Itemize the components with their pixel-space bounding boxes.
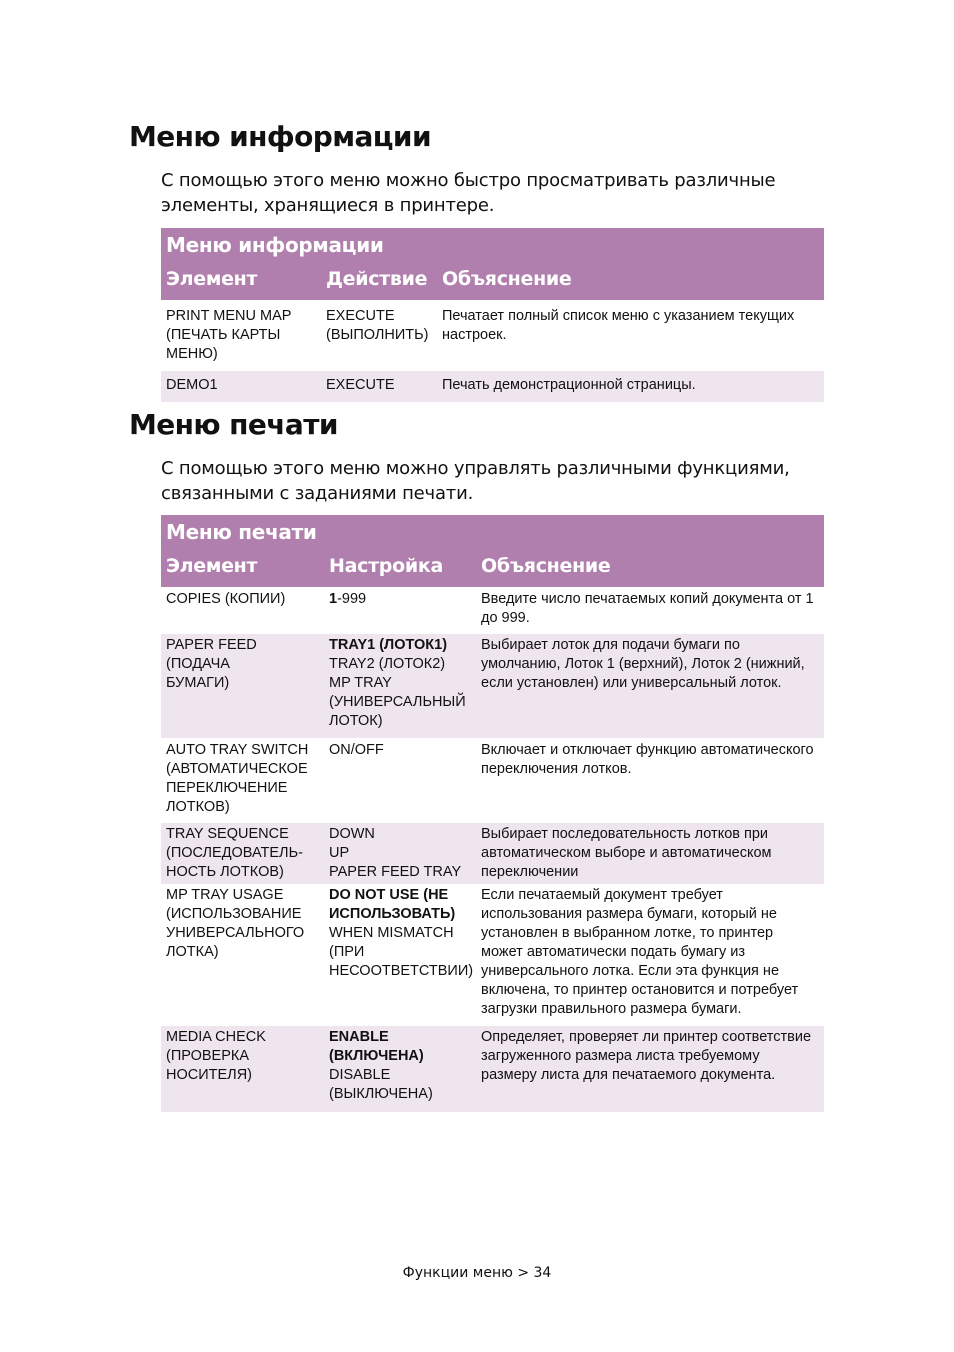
setting-text: UP: [329, 845, 350, 861]
element-text: УНИВЕРСАЛЬНОГО: [166, 925, 305, 941]
cell-action: [321, 307, 437, 364]
element-text: MEDIA CHECK: [166, 1029, 266, 1045]
info-table-title: Меню информации: [166, 233, 384, 257]
cell-action: [321, 376, 437, 395]
page-footer: Функции меню > 34: [402, 1265, 552, 1281]
print-table-title: Меню печати: [166, 520, 317, 544]
print-menu-table: [161, 515, 824, 1112]
setting-text: 1-999: [329, 591, 367, 607]
element-text: МЕНЮ): [166, 346, 218, 362]
setting-text: ЛОТОК): [329, 713, 383, 729]
setting-text: WHEN MISMATCH: [329, 925, 454, 941]
setting-text: ON/OFF: [329, 742, 384, 758]
setting-default-text: DO NOT USE (НЕ: [329, 887, 449, 903]
print-col-setting: Настройка: [329, 555, 443, 577]
cell-setting: [324, 636, 476, 731]
element-text: НОСИТЕЛЯ): [166, 1067, 252, 1083]
cell-explanation: Включает и отключает функцию автоматического переключения лотков.: [481, 742, 814, 777]
cell-element: [161, 886, 324, 1019]
setting-default-text: TRAY1 (ЛОТОК1): [329, 637, 448, 653]
cell-element: [161, 636, 324, 731]
print-table-header: [161, 515, 824, 587]
setting-text: MP TRAY: [329, 675, 392, 691]
element-text: DEMO1: [166, 377, 218, 393]
element-text: (АВТОМАТИЧЕСКОЕ: [166, 761, 308, 777]
element-text: TRAY SEQUENCE: [166, 826, 289, 842]
cell-setting: [324, 741, 476, 817]
cell-explanation: Определяет, проверяет ли принтер соответствие загруженного размера листа требуемому размеру листа для печатаемого документа.: [481, 1029, 812, 1083]
table-row: [161, 738, 824, 823]
cell-setting: [324, 886, 476, 1019]
setting-text: DOWN: [329, 826, 375, 842]
element-text: COPIES (КОПИИ): [166, 591, 286, 607]
cell-element: [161, 590, 324, 628]
info-col-action: Действие: [326, 268, 428, 290]
cell-setting: [324, 590, 476, 628]
element-text: PAPER FEED (ПОДАЧА: [166, 637, 257, 672]
action-text: EXECUTE: [326, 308, 395, 324]
cell-explanation: Выбирает последовательность лотков при автоматическом выборе и автоматическом переключении: [481, 826, 772, 880]
element-text: (ПОСЛЕДОВАТЕЛЬ-: [166, 845, 303, 861]
cell-element: [161, 1028, 324, 1104]
setting-default-text: ИСПОЛЬЗОВАТЬ): [329, 906, 456, 922]
element-text: (ИСПОЛЬЗОВАНИЕ: [166, 906, 302, 922]
element-text: (ПЕЧАТЬ КАРТЫ: [166, 327, 281, 343]
table-row: [161, 300, 824, 371]
setting-text: PAPER FEED TRAY: [329, 864, 462, 880]
info-section-title: Меню информации: [129, 120, 431, 153]
cell-explanation: Если печатаемый документ требует использования размера бумаги, который не установлен в выбранном лотке, то принтер может автоматически подать бумагу из универсального лотка. Если эта функция не включена, то принтер остановится и потребует загрузки правильного размера бумаги.: [481, 887, 799, 1017]
print-col-explanation: Объяснение: [481, 555, 611, 577]
table-row: [161, 371, 824, 402]
setting-default-text: (ВКЛЮЧЕНА): [329, 1048, 424, 1064]
cell-setting: [324, 1028, 476, 1104]
setting-text: (ВЫКЛЮЧЕНА): [329, 1086, 433, 1102]
info-menu-table: [161, 228, 824, 402]
setting-text: TRAY2 (ЛОТОК2): [329, 656, 446, 672]
cell-explanation: Печатает полный список меню с указанием текущих настроек.: [442, 308, 795, 343]
element-text: ЛОТКА): [166, 944, 219, 960]
print-section-intro: С помощью этого меню можно управлять различными функциями, связанными с заданиями печати.: [161, 458, 790, 504]
element-text: AUTO TRAY SWITCH: [166, 742, 309, 758]
element-text: ЛОТКОВ): [166, 799, 230, 815]
info-col-element: Элемент: [166, 268, 258, 290]
setting-text: НЕСООТВЕТСТВИИ): [329, 963, 474, 979]
cell-element: [161, 307, 321, 364]
print-section-title: Меню печати: [129, 408, 338, 441]
setting-text: DISABLE: [329, 1067, 391, 1083]
info-col-explanation: Объяснение: [442, 268, 572, 290]
cell-explanation: Печать демонстрационной страницы.: [442, 377, 696, 393]
action-text: (ВЫПОЛНИТЬ): [326, 327, 429, 343]
setting-default-text: ENABLE: [329, 1029, 389, 1045]
element-text: MP TRAY USAGE: [166, 887, 284, 903]
element-text: PRINT MENU MAP: [166, 308, 292, 324]
setting-text: (УНИВЕРСАЛЬНЫЙ: [329, 694, 466, 710]
print-col-element: Элемент: [166, 555, 258, 577]
table-row: [161, 884, 824, 1026]
element-text: БУМАГИ): [166, 675, 230, 691]
table-row: [161, 1026, 824, 1112]
cell-explanation: Выбирает лоток для подачи бумаги по умолчанию, Лоток 1 (верхний), Лоток 2 (нижний, если установлен) или универсальный лоток.: [481, 637, 805, 691]
info-table-header: [161, 228, 824, 300]
cell-element: [161, 376, 321, 395]
setting-text: (ПРИ: [329, 944, 365, 960]
cell-explanation: Введите число печатаемых копий документа от 1 до 999.: [481, 591, 814, 626]
cell-element: [161, 825, 324, 882]
element-text: НОСТЬ ЛОТКОВ): [166, 864, 284, 880]
info-section-intro: С помощью этого меню можно быстро просматривать различные элементы, хранящиеся в принтере.: [161, 170, 776, 216]
cell-setting: [324, 825, 476, 882]
action-text: EXECUTE: [326, 377, 395, 393]
table-row: [161, 634, 824, 738]
element-text: (ПРОВЕРКА: [166, 1048, 250, 1064]
table-row: [161, 823, 824, 884]
element-text: ПЕРЕКЛЮЧЕНИЕ: [166, 780, 288, 796]
cell-element: [161, 741, 324, 817]
table-row: [161, 587, 824, 634]
